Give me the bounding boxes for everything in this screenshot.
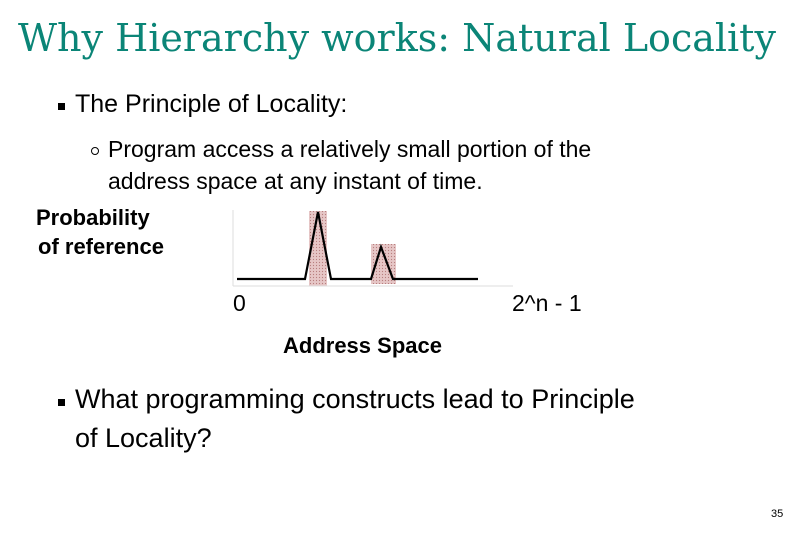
sub-bullet-line-2: address space at any instant of time. <box>108 168 483 194</box>
y-axis-label-line-1: Probability <box>36 205 150 230</box>
bullet-question-line-2: of Locality? <box>75 423 212 453</box>
x-axis-end-label: 2^n - 1 <box>512 290 582 316</box>
slide-title: Why Hierarchy works: Natural Locality <box>18 16 776 60</box>
sub-bullet-line-1: Program access a relatively small portion of the <box>108 136 592 162</box>
bullet-question-line-1: What programming constructs lead to Principle <box>75 384 635 414</box>
reference-probability-curve <box>237 212 478 279</box>
bullet-square-icon <box>58 399 65 406</box>
y-axis-label-line-2: of reference <box>38 234 164 259</box>
page-number: 35 <box>771 508 784 520</box>
bullet-principle-of-locality: The Principle of Locality: <box>75 90 348 118</box>
x-axis-start-label: 0 <box>233 290 246 316</box>
x-axis-label: Address Space <box>283 333 442 358</box>
